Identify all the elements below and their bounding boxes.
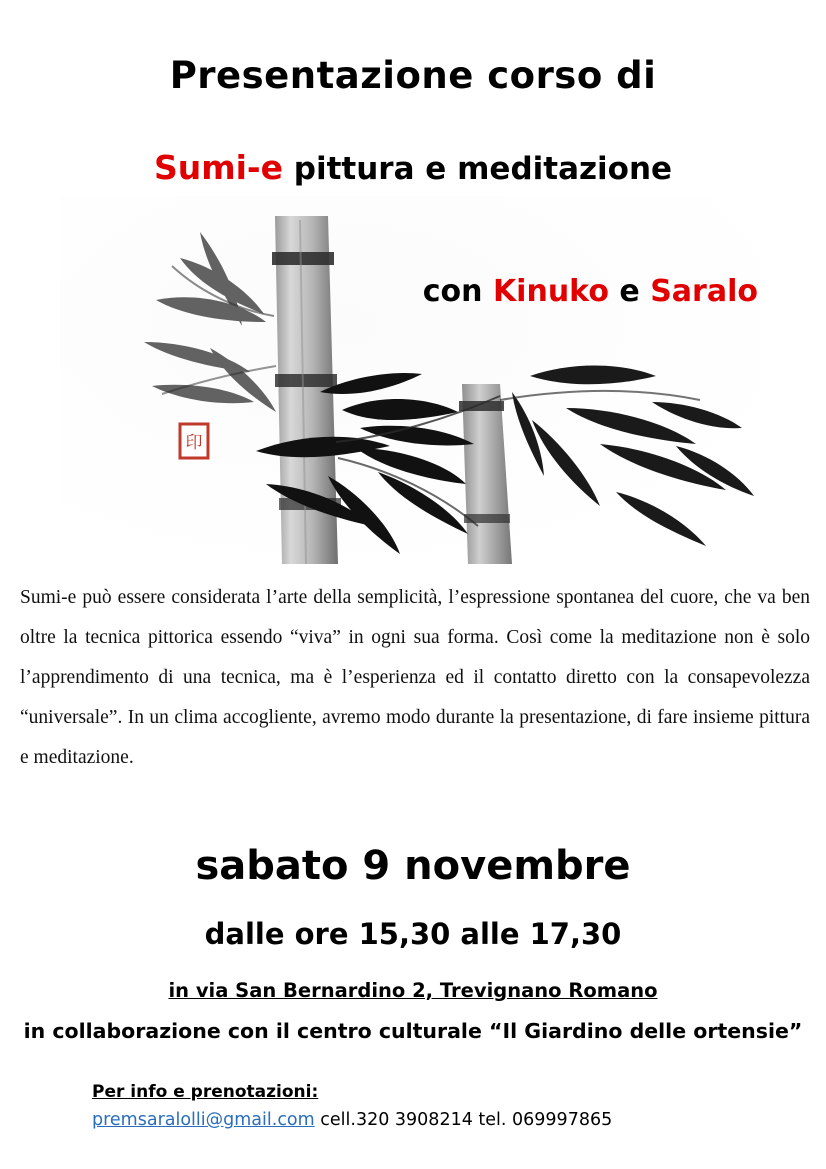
event-time: dalle ore 15,30 alle 17,30 [204, 917, 622, 951]
presenters-line [0, 274, 826, 309]
event-date: sabato 9 novembre [195, 843, 631, 889]
subtitle-rest: pittura e meditazione [282, 151, 673, 187]
event-venue [0, 979, 826, 1002]
bamboo-painting-image [60, 196, 760, 564]
presenters-conjunction: e [608, 274, 651, 309]
description-paragraph: Sumi-e può essere considerata l’arte della semplicità, l’espressione spontanea del cuore, che va ben oltre la tecnica pittorica essendo “viva” in ogni sua forma. Così come la meditazione non è solo l’apprendimento di una tecnica, ma è l’esperienza ed il contatto diretto con la consapevolezza “universale”. In un clima accogliente, avremo modo durante la presentazione, di fare insieme pittura e meditazione. [20, 587, 810, 768]
presenters-prefix: con [422, 274, 493, 309]
page-title: Presentazione corso di [169, 54, 657, 97]
contact-phone-numbers: cell.320 3908214 tel. 069997865 [314, 1110, 613, 1130]
contact-email-link[interactable]: premsaralolli@gmail.com [92, 1110, 315, 1130]
event-venue-text: in via San Bernardino 2, Trevignano Romano [168, 979, 658, 1002]
subtitle-accent: Sumi-e [153, 148, 283, 187]
contact-heading: Per info e prenotazioni: [92, 1082, 319, 1102]
svg-text:印: 印 [185, 433, 203, 453]
presenter-name-1: Kinuko [492, 274, 609, 309]
contact-details [92, 1110, 612, 1130]
subtitle-line [0, 148, 826, 187]
collaboration-note: in collaborazione con il centro culturale “Il Giardino delle ortensie” [23, 1019, 803, 1043]
presenter-name-2: Saralo [650, 274, 758, 309]
